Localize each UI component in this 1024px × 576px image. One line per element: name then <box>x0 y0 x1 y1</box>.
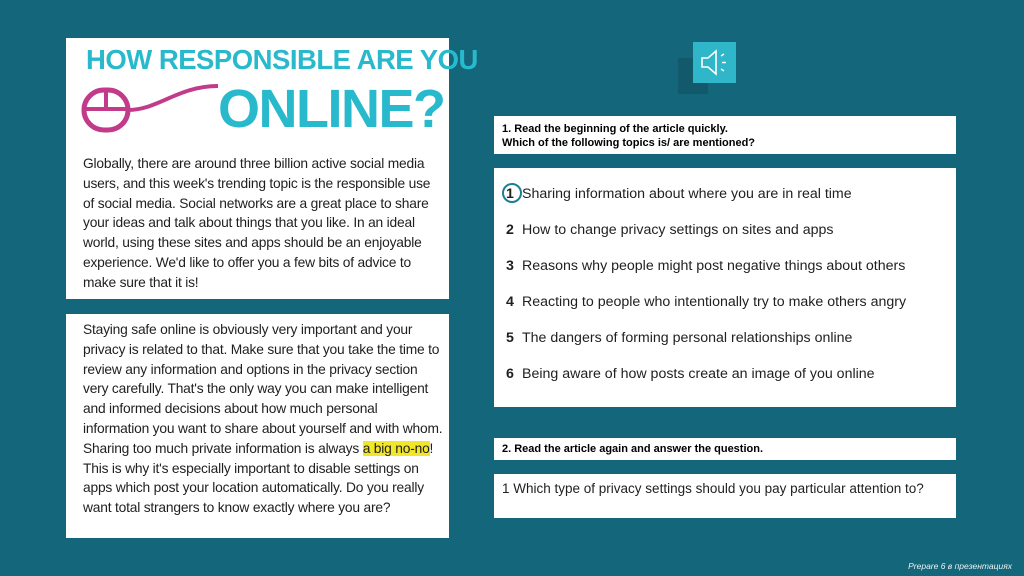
option-text: How to change privacy settings on sites and apps <box>522 222 834 238</box>
option-1[interactable] <box>494 186 956 222</box>
article-body-text <box>83 320 443 518</box>
option-text: Reacting to people who intentionally try to make others angry <box>522 294 907 310</box>
option-text: The dangers of forming personal relationships online <box>522 330 853 346</box>
option-2[interactable] <box>494 222 956 258</box>
task2-heading-box <box>494 438 956 460</box>
option-number: 6 <box>506 366 514 382</box>
highlighted-phrase: a big no-no <box>362 440 430 456</box>
article-body-card <box>66 314 449 538</box>
option-number: 2 <box>506 222 514 238</box>
task1-question-box <box>494 116 956 154</box>
option-number: 1 <box>506 186 514 202</box>
article-title-line1: HOW RESPONSIBLE ARE YOU <box>86 44 478 75</box>
article-intro-text: Globally, there are around three billion active social media users, and this week's trending topic is the responsible use of social media. Social networks are a great place to share your ideas and talk about things that you like. In an ideal world, using these sites and apps should be an enjoyable experience. We'd like to offer you a few bits of advice to make sure that it is! <box>83 156 431 290</box>
article-title-line2: ONLINE? <box>218 79 445 139</box>
computer-mouse-icon <box>78 82 228 140</box>
option-5[interactable] <box>494 330 956 366</box>
option-text: Being aware of how posts create an image of you online <box>522 366 875 382</box>
task2-question: 1 Which type of privacy settings should you pay particular attention to? <box>502 481 924 496</box>
article-intro-card <box>66 38 478 299</box>
option-3[interactable] <box>494 258 956 294</box>
task2-heading: 2. Read the article again and answer the question. <box>502 443 764 455</box>
footer-credit: Prepare 6 в презентациях <box>908 561 1012 571</box>
selected-circle-marker <box>502 183 522 203</box>
task1-question-line1: 1. Read the beginning of the article quickly. <box>502 123 728 135</box>
option-text: Sharing information about where you are in real time <box>522 186 852 202</box>
option-number: 4 <box>506 294 514 310</box>
article-body-before: Staying safe online is obviously very important and your privacy is related to that. Make sure that you take the time to review any information and options in the privacy section very carefully. That's the only way you can make intelligent and informed decisions about how much personal information you want to share about yourself and with whom. Sharing too much private information is always <box>83 322 443 456</box>
article-body-after: ! This is why it's especially important to disable settings on apps which post your location automatically. Do you really want total strangers to know exactly where you are? <box>83 440 434 516</box>
option-number: 3 <box>506 258 514 274</box>
option-text: Reasons why people might post negative things about others <box>522 258 906 274</box>
option-4[interactable] <box>494 294 956 330</box>
option-number: 5 <box>506 330 514 346</box>
task2-question-box <box>494 474 956 518</box>
option-6[interactable] <box>494 366 956 402</box>
speaker-icon[interactable] <box>693 42 736 83</box>
task1-question-line2: Which of the following topics is/ are mentioned? <box>502 137 756 149</box>
task1-options-box <box>494 168 956 407</box>
speaker-glyph <box>693 42 736 83</box>
